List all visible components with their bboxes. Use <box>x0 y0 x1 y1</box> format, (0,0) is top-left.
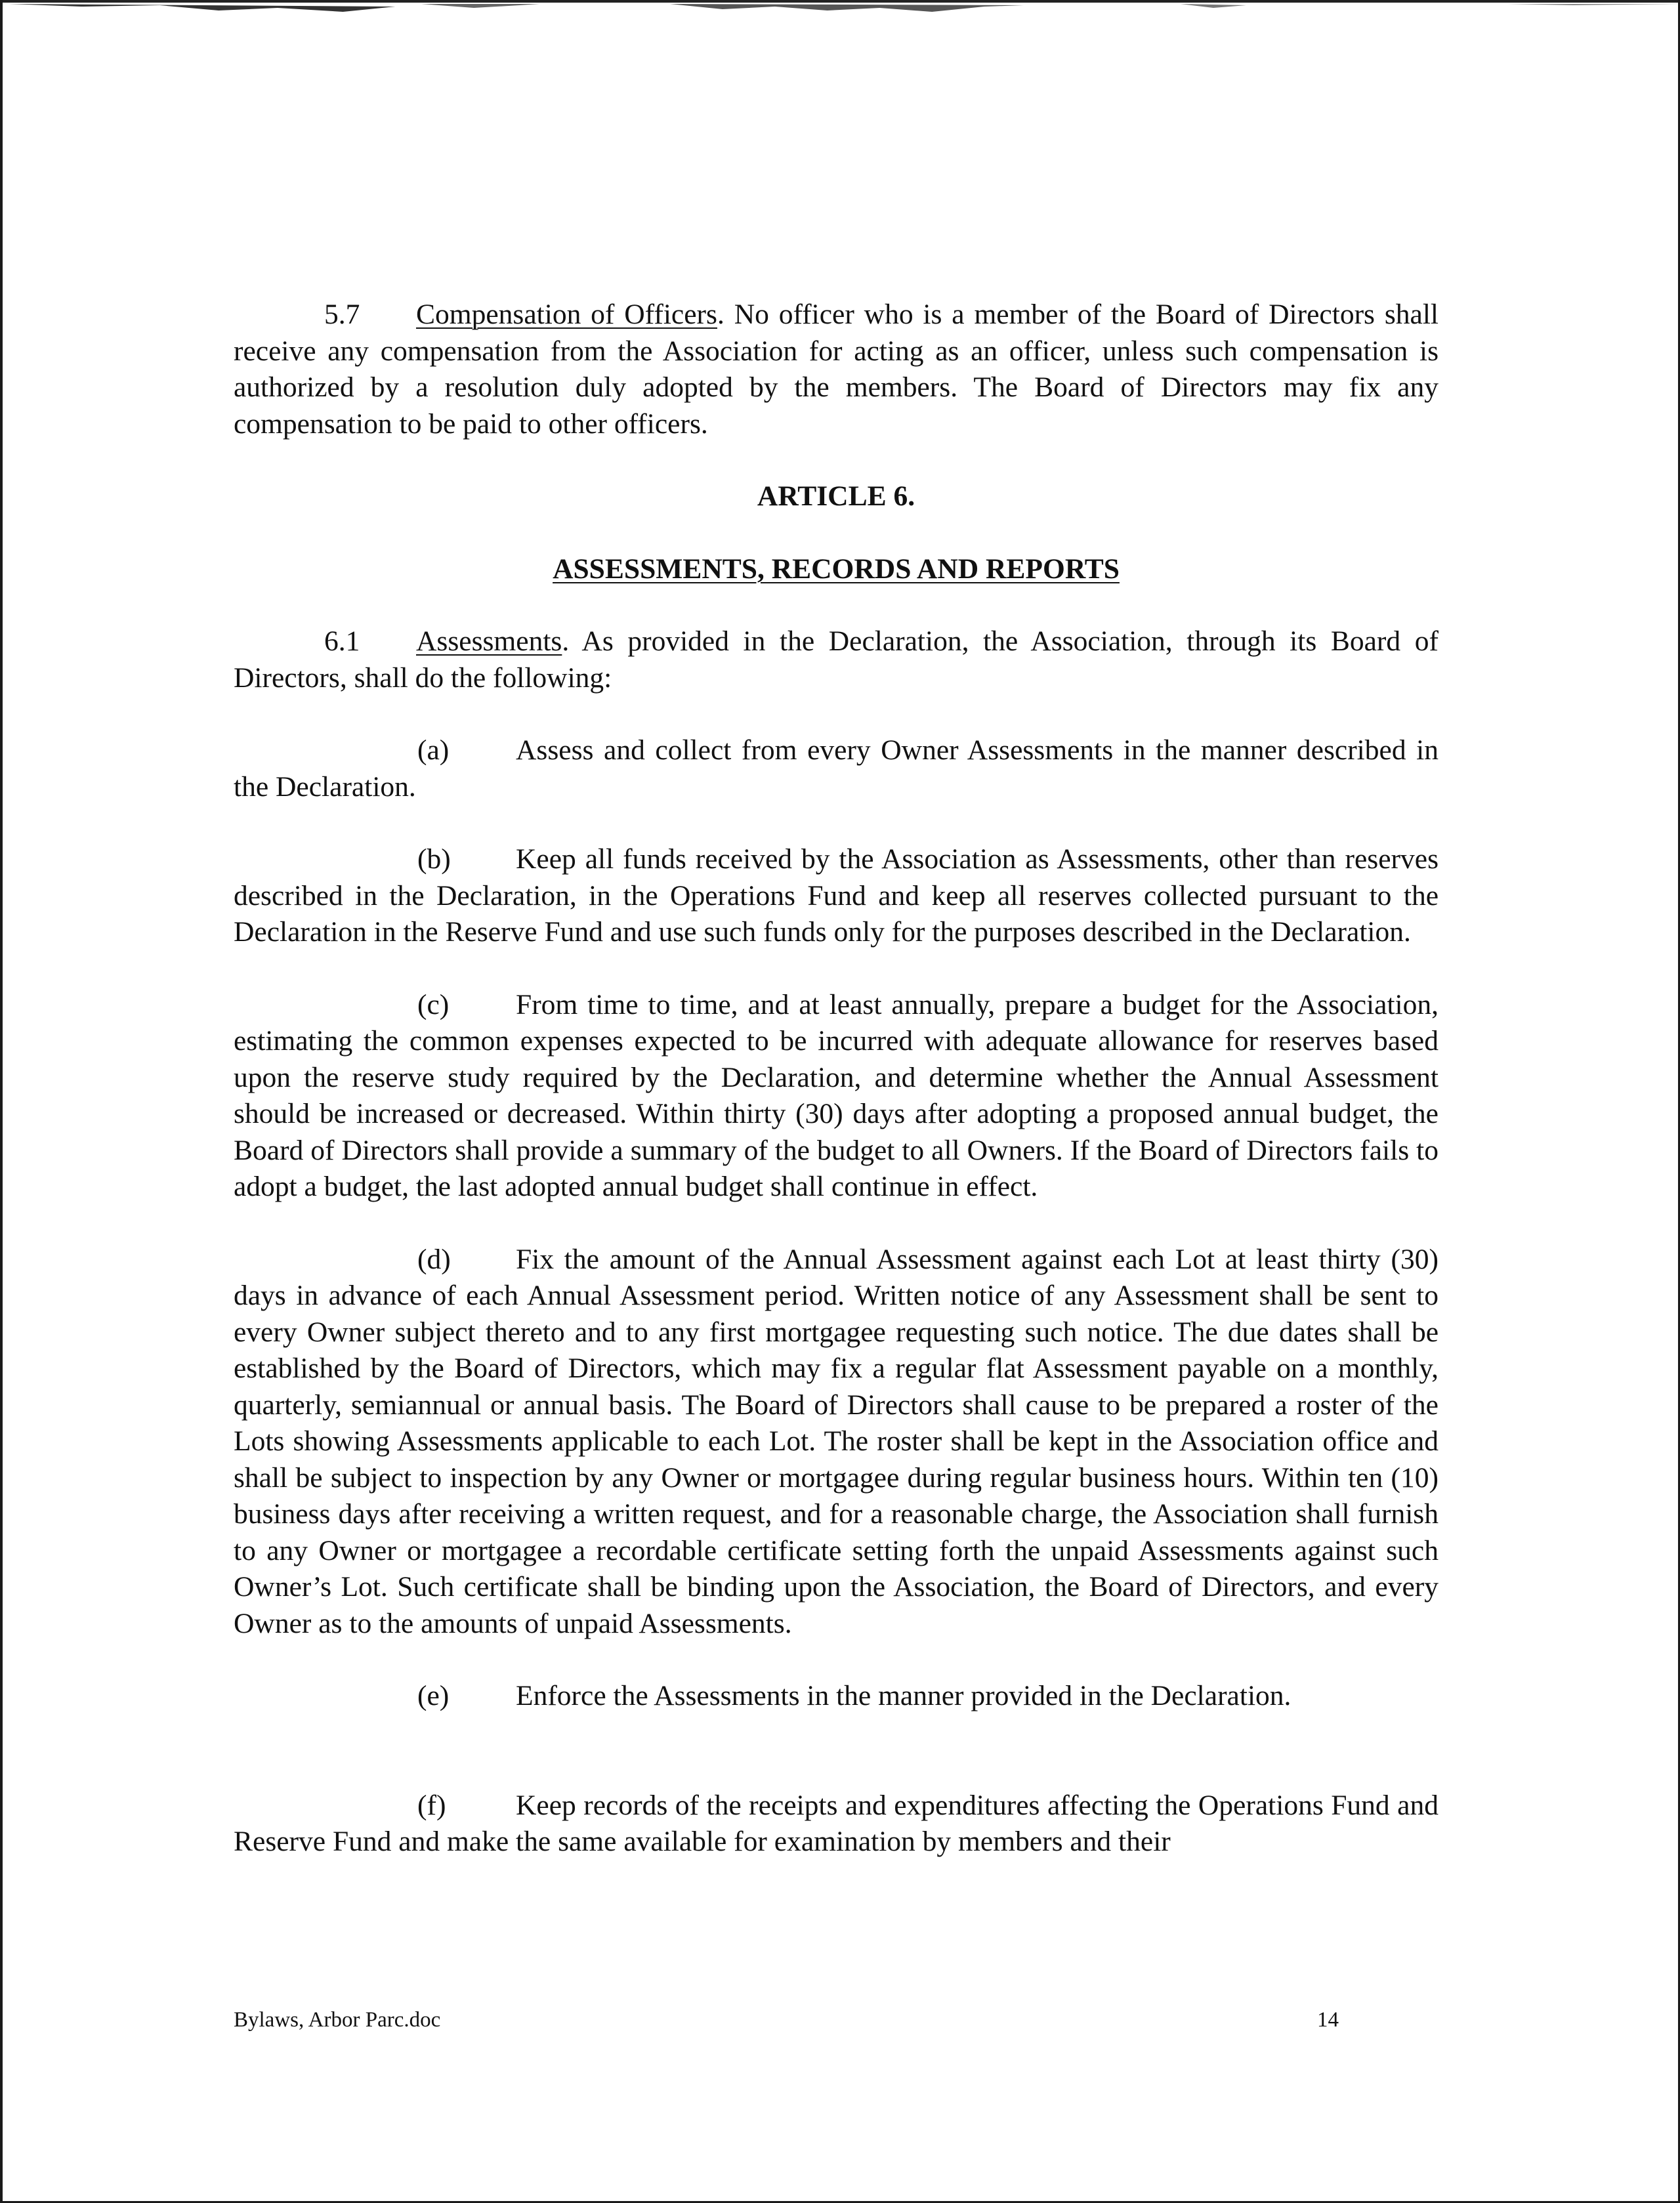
item-label: (d) <box>417 1243 451 1275</box>
section-number: 5.7 <box>324 299 360 330</box>
section-title: Assessments <box>416 625 562 657</box>
item-text: Keep records of the receipts and expenditures affecting the Operations Fund and Reserve Fund and make the same available for examination by members and their <box>234 1789 1438 1857</box>
section-number: 6.1 <box>324 625 360 657</box>
section-6-1 <box>234 623 1438 696</box>
item-text: Keep all funds received by the Association as Assessments, other than reserves described in the Declaration, in the Operations Fund and keep all reserves collected pursuant to the Declaration in the Reserve Fund and use such funds only for the purposes described in the Declaration. <box>234 843 1438 948</box>
article-title-text: ASSESSMENTS, RECORDS AND REPORTS <box>553 553 1120 585</box>
item-text: Enforce the Assessments in the manner provided in the Declaration. <box>516 1680 1292 1711</box>
scan-noise-graphic <box>3 0 1678 20</box>
item-text: Fix the amount of the Annual Assessment against each Lot at least thirty (30) days in advance of each Annual Assessment period. Written notice of any Assessment shall be sent to every Owner subject thereto and to any first mortgagee requesting such notice. The due dates shall be established by the Board of Directors, which may fix a regular flat Assessment payable on a monthly, quarterly, semiannual or annual basis. The Board of Directors shall cause to be prepared a roster of the Lots showing Assessments applicable to each Lot. The roster shall be kept in the Association office and shall be subject to inspection by any Owner or mortgagee during regular business hours. Within ten (10) business days after receiving a written request, and for a reasonable charge, the Association shall furnish to any Owner or mortgagee a recordable certificate setting forth the unpaid Assessments against such Owner’s Lot. Such certificate shall be binding upon the Association, the Board of Directors, and every Owner as to the amounts of unpaid Assessments. <box>234 1243 1438 1639</box>
footer-filename: Bylaws, Arbor Parc.doc <box>234 2008 441 2032</box>
article-title <box>234 551 1438 588</box>
item-label: (c) <box>417 988 450 1020</box>
document-body <box>234 297 1438 1860</box>
article-number: ARTICLE 6. <box>757 480 915 512</box>
item-label: (b) <box>417 843 451 875</box>
item-b <box>234 841 1438 951</box>
item-d <box>234 1242 1438 1643</box>
item-text: From time to time, and at least annually, prepare a budget for the Association, estimating the common expenses expected to be incurred with adequate allowance for reserves based upon the reserve study required by the Declaration, and determine whether the Annual Assessment should be increased or decreased. Within thirty (30) days after adopting a proposed annual budget, the Board of Directors shall provide a summary of the budget to all Owners. If the Board of Directors fails to adopt a budget, the last adopted annual budget shall continue in effect. <box>234 988 1438 1202</box>
item-a <box>234 732 1438 805</box>
page-number: 14 <box>1317 2008 1339 2032</box>
item-f <box>234 1788 1438 1860</box>
scan-artifact-top <box>3 0 1678 20</box>
section-text: . As provided in the Declaration, the Association, through its Board of Directors, shall do the following: <box>234 625 1438 694</box>
item-text: Assess and collect from every Owner Assessments in the manner described in the Declaration. <box>234 734 1438 803</box>
item-label: (f) <box>417 1789 446 1821</box>
item-c <box>234 987 1438 1206</box>
item-label: (e) <box>417 1680 450 1711</box>
section-5-7 <box>234 297 1438 442</box>
section-title: Compensation of Officers <box>416 299 717 330</box>
page-footer <box>234 2007 1438 2033</box>
section-text: . No officer who is a member of the Board of Directors shall receive any compensation from the Association for acting as an officer, unless such compensation is authorized by a resolution duly adopted by the members. The Board of Directors may fix any compensation to be paid to other officers. <box>234 299 1438 440</box>
item-label: (a) <box>417 734 450 766</box>
item-e <box>234 1678 1438 1715</box>
